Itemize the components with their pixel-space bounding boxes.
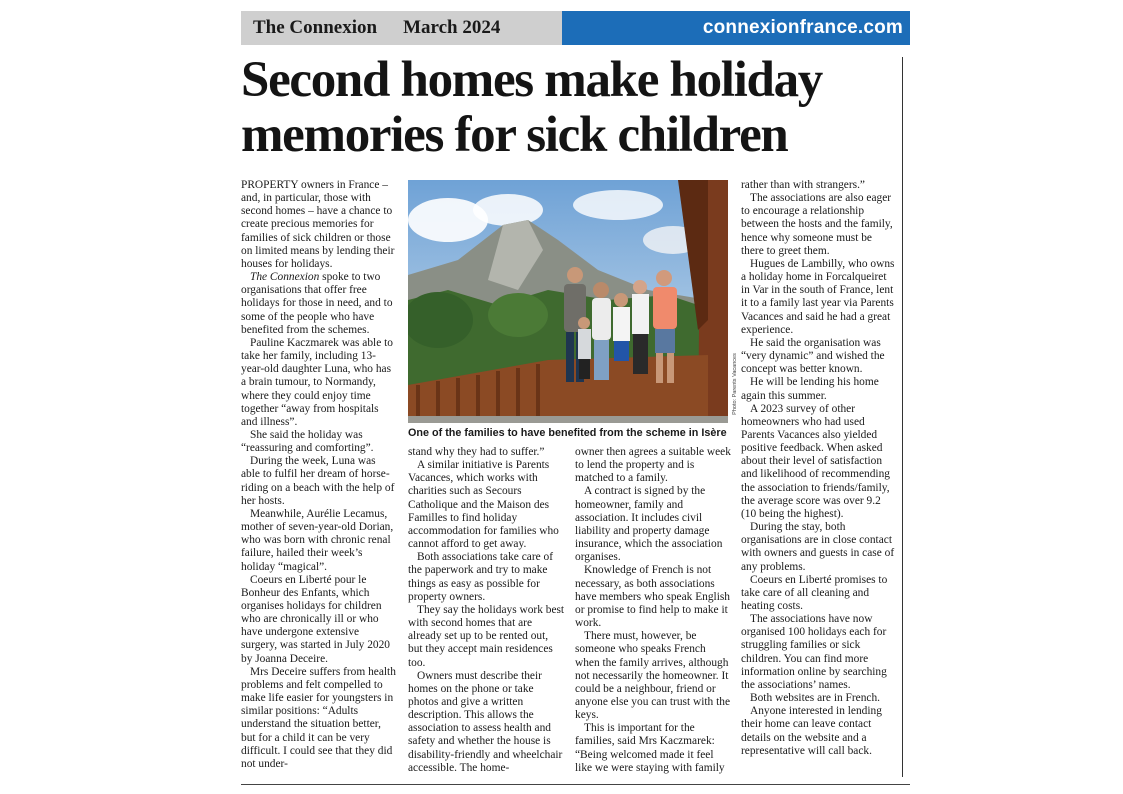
family-photo-illustration (408, 180, 728, 423)
masthead-left-band (241, 11, 562, 45)
paragraph: She said the holiday was “reassuring and comforting”. (241, 428, 374, 455)
paragraph: Coeurs en Liberté pour le Bonheur des Enfants, which organises holidays for children who are chronically ill or who have undergone extensive surgery, was started in July 2020 by Joanna Deceire. (241, 573, 391, 665)
article-column-3 (575, 446, 732, 775)
newspaper-page (241, 11, 910, 789)
masthead (241, 11, 910, 45)
paragraph: Both associations take care of the paperwork and try to make things as easy as possible for property owners. (408, 551, 554, 603)
paragraph: The Connexion spoke to two organisations that offer free holidays for those in need, and to some of the people who have benefited from the schemes. (241, 271, 393, 336)
publication-name-italic: The Connexion (250, 271, 320, 284)
website-url: connexionfrance.com (702, 17, 903, 38)
article-column-2 (408, 446, 565, 775)
headline-line-1: Second homes make holiday (241, 52, 822, 108)
paragraph: A contract is signed by the homeowner, family and association. It includes civil liability and property damage insurance, which the association organises. (575, 485, 723, 564)
paragraph: They say the holidays work best with second homes that are already set up to be rented out, but they accept main residences too. (408, 603, 565, 669)
paragraph: PROPERTY owners in France – and, in particular, those with second homes – have a chance to create precious memories for families of sick children or those on limited means by lending their houses for holidays. (241, 179, 395, 270)
column-rule (902, 57, 903, 777)
photo-caption: One of the families to have benefited from the scheme in Isère (408, 427, 727, 439)
paragraph: There must, however, be someone who speaks French when the family arrives, although not necessarily the homeowner. It could be a neighbour, friend or anyone else you can trust with the keys. (575, 630, 730, 722)
paragraph: Pauline Kaczmarek was able to take her family, including 13-year-old daughter Luna, who has a brain tumour, to Normandy, where they could enjoy time together “away from hospitals and illness”. (241, 336, 393, 428)
paragraph: Mrs Deceire suffers from health problems and felt compelled to make life easier for youngsters in similar positions: “Adults understand the situation better, but for a child it can be very difficult. I could see that they did not under- (241, 665, 396, 770)
paragraph: A similar initiative is Parents Vacances, which works with charities such as Secours Catholique and the Maison des Familles to find holiday accommodation for families who cannot afford to get away. (408, 459, 559, 551)
paragraph: Owners must describe their homes on the phone or take photos and give a written description. This allows the association to assess health and safety and whether the house is disability-friendly and wheelchair accessible. The home- (408, 669, 563, 774)
paragraph: rather than with strangers.” (741, 179, 865, 191)
article-column-4 (741, 179, 897, 758)
paragraph: A 2023 survey of other homeowners who had used Parents Vacances also yielded positive feedback. When asked about their level of satisfaction and likelihood of recommending the association to friends/family, the average score was over 9.2 (10 being the highest). (741, 402, 890, 520)
paragraph: He will be lending his home again this summer. (741, 376, 879, 402)
paragraph: Knowledge of French is not necessary, as both associations have members who speak English or promise to find help to make it work. (575, 564, 731, 630)
article-photo (408, 180, 728, 423)
paragraph: During the stay, both organisations are in close contact with owners and guests in case of any problems. (741, 521, 895, 573)
paragraph: owner then agrees a suitable week to lend the property and is matched to a family. (575, 446, 731, 485)
paragraph: Coeurs en Liberté promises to take care of all cleaning and heating costs. (741, 573, 888, 612)
paragraph: Anyone interested in lending their home can leave contact details on the website and a representative will call back. (741, 705, 882, 757)
paragraph: Both websites are in French. (750, 692, 881, 705)
paragraph: The associations have now organised 100 holidays each for struggling families or sick children. You can find more information online by searching the associations’ names. (741, 613, 887, 691)
headline-line-2: memories for sick children (241, 107, 788, 163)
bottom-rule (241, 784, 910, 785)
paragraph: He said the organisation was “very dynamic” and wished the concept was better known. (741, 336, 885, 376)
paragraph: Meanwhile, Aurélie Lecamus, mother of seven-year-old Dorian, who was born with chronic renal failure, hailed their week’s holiday “magical”. (241, 507, 394, 573)
article-column-1 (241, 179, 397, 771)
masthead-right-band (562, 11, 910, 45)
paragraph: The associations are also eager to encourage a relationship between the hosts and the family, hence why someone must be there to greet them. (741, 192, 893, 257)
photo-credit: Photo: Parents Vacances (732, 353, 738, 415)
paragraph: Hugues de Lambilly, who owns a holiday home in Forcalqueiret in Var in the south of France, lent it to a family last year via Parents Vacances and said he had a great experience. (741, 257, 895, 336)
paragraph: During the week, Luna was able to fulfil her dream of horse-riding on a beach with the help of her hosts. (241, 455, 395, 507)
article-headline (241, 53, 901, 163)
paragraph: This is important for the families, said Mrs Kaczmarek: “Being welcomed made it feel like we were staying with family (575, 722, 725, 774)
paragraph: stand why they had to suffer.” (408, 446, 545, 458)
issue-date: March 2024 (403, 17, 501, 38)
paper-name: The Connexion (253, 17, 378, 38)
